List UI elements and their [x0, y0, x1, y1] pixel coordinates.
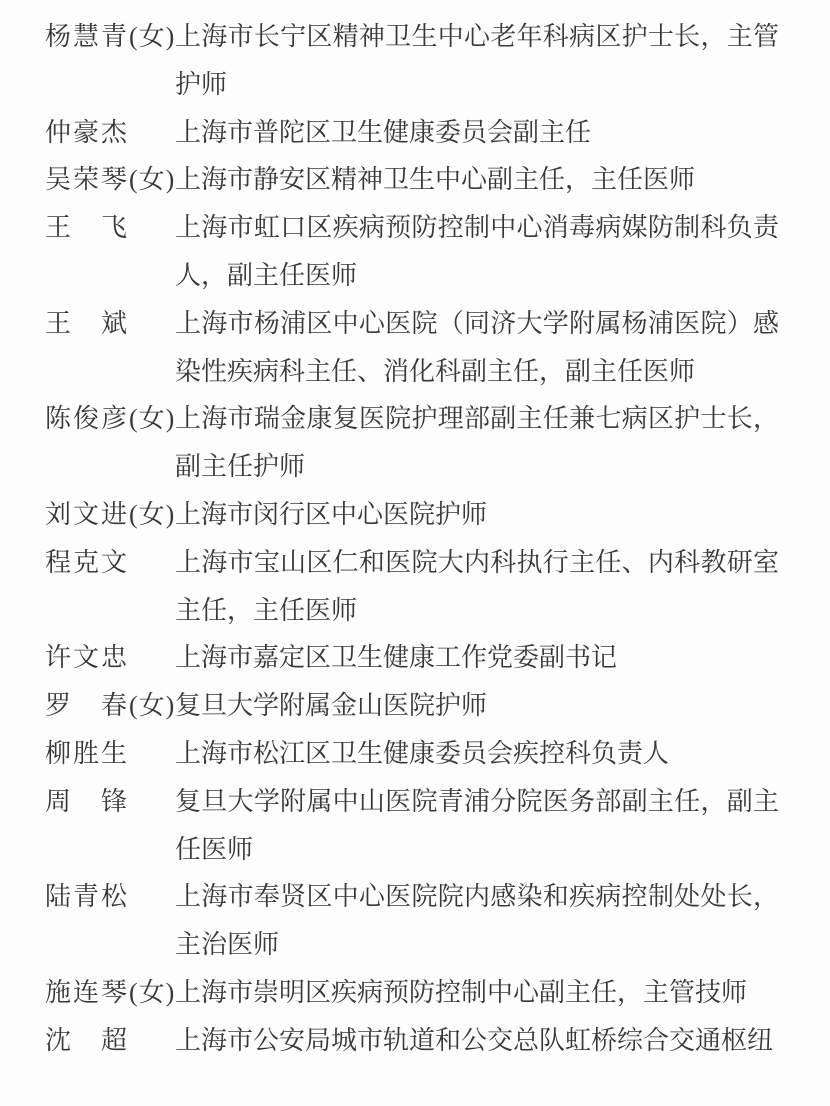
person-position: 上海市长宁区精神卫生中心老年科病区护士长，主管护师: [175, 22, 779, 99]
list-item: [45, 634, 830, 682]
person-name: [45, 395, 175, 443]
person-name-text: 罗 春: [45, 691, 130, 721]
person-name: [45, 204, 175, 252]
list-item: [45, 13, 830, 109]
person-name-text: 沈 超: [45, 1025, 130, 1055]
list-item: [45, 778, 830, 874]
list-item: [45, 395, 830, 491]
person-name-text: 周 锋: [45, 786, 130, 816]
female-marker: (女): [129, 977, 176, 1007]
list-item: [45, 300, 830, 396]
list-item: [45, 539, 830, 635]
person-position: 上海市奉贤区中心医院院内感染和疾病控制处处长，主治医师: [175, 882, 779, 960]
list-item: [45, 204, 830, 300]
person-position: 上海市虹口区疾病预防控制中心消毒病媒防制科负责人，副主任医师: [175, 213, 779, 290]
person-position: 上海市松江区卫生健康委员会疾控科负责人: [175, 738, 670, 768]
person-name: [45, 730, 175, 778]
female-marker: (女): [129, 691, 176, 721]
person-position: 上海市嘉定区卫生健康工作党委副书记: [175, 643, 618, 673]
person-position: 复旦大学附属中山医院青浦分院医务部副主任，副主任医师: [175, 786, 779, 864]
person-position: 上海市宝山区仁和医院大内科执行主任、内科教研室主任，主任医师: [175, 547, 779, 625]
person-name-text: 程克文: [45, 547, 130, 577]
list-item: [45, 109, 830, 157]
list-item: [45, 730, 830, 778]
person-position: 上海市闵行区中心医院护师: [175, 499, 488, 529]
person-name-text: 陆青松: [45, 882, 130, 912]
person-name: [45, 778, 175, 826]
list-item: [45, 873, 830, 969]
person-name: [45, 1017, 175, 1065]
person-name-text: 刘文进: [45, 499, 130, 529]
list-item: [45, 491, 830, 539]
female-marker: (女): [129, 165, 176, 195]
person-name-text: 陈俊彦: [45, 404, 130, 434]
person-name-text: 王 飞: [45, 213, 130, 243]
person-name-text: 王 斌: [45, 308, 130, 338]
person-name: [45, 969, 175, 1017]
person-position: 上海市静安区精神卫生中心副主任，主任医师: [175, 165, 696, 195]
person-name: [45, 539, 175, 587]
person-name-text: 施连琴: [45, 977, 130, 1007]
person-name-text: 柳胜生: [45, 738, 130, 768]
person-name: [45, 491, 175, 539]
person-name: [45, 109, 175, 157]
list-item: [45, 1017, 830, 1065]
person-name: [45, 634, 175, 682]
person-position: 上海市崇明区疾病预防控制中心副主任，主管技师: [175, 977, 748, 1007]
person-position: 上海市杨浦区中心医院（同济大学附属杨浦医院）感染性疾病科主任、消化科副主任，副主任医师: [175, 308, 779, 386]
female-marker: (女): [129, 404, 176, 434]
list-item: [45, 969, 830, 1017]
person-name-text: 许文忠: [45, 643, 130, 673]
female-marker: (女): [129, 22, 176, 51]
person-name: [45, 682, 175, 730]
person-name: [45, 156, 175, 204]
person-position: 上海市普陀区卫生健康委员会副主任: [175, 117, 592, 147]
person-name-text: 吴荣琴: [45, 165, 130, 195]
list-item: [45, 156, 830, 204]
female-marker: (女): [129, 499, 176, 529]
person-name-text: 仲豪杰: [45, 117, 130, 147]
list-item: [45, 682, 830, 730]
person-name-text: 杨慧青: [45, 22, 130, 51]
person-name: [45, 13, 175, 61]
person-name: [45, 300, 175, 348]
person-position: 上海市公安局城市轨道和公交总队虹桥综合交通枢纽: [175, 1025, 774, 1055]
person-name: [45, 873, 175, 921]
person-position: 上海市瑞金康复医院护理部副主任兼七病区护士长，副主任护师: [175, 404, 779, 482]
person-position: 复旦大学附属金山医院护师: [175, 691, 488, 721]
